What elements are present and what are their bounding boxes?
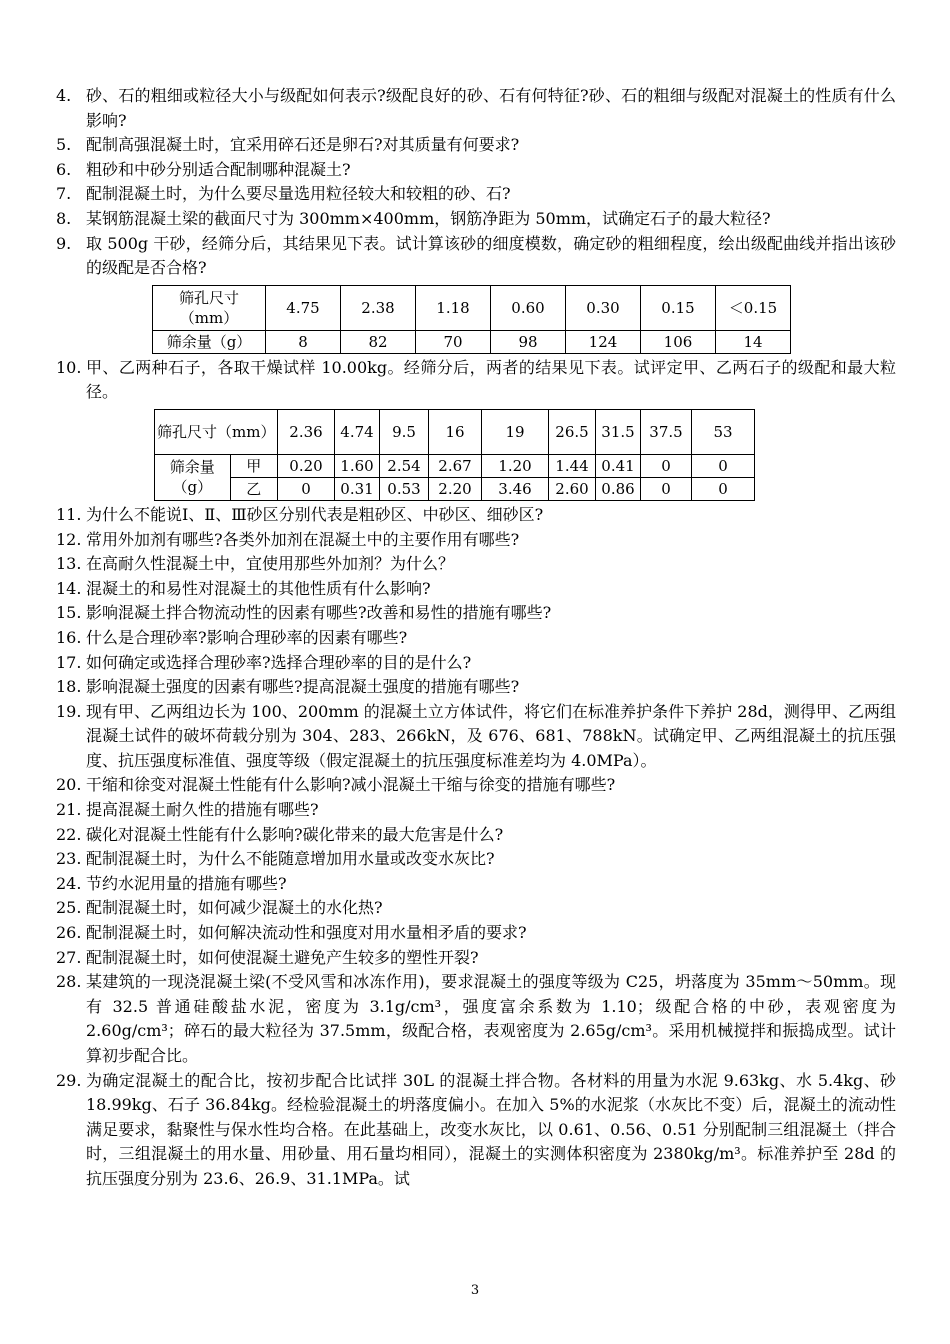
question-text: 配制混凝土时，如何减少混凝土的水化热? (86, 898, 383, 918)
table-cell: 1.20 (482, 454, 549, 477)
table-cell: 3.46 (482, 477, 549, 500)
question-text: 配制高强混凝土时，宜采用碎石还是卵石?对其质量有何要求? (86, 135, 520, 155)
question-23 (56, 847, 896, 872)
question-24 (56, 872, 896, 897)
question-text: 节约水泥用量的措施有哪些? (86, 873, 287, 893)
table-cell: 0.31 (335, 477, 380, 500)
question-number: 17. (56, 652, 82, 672)
table-cell: 1.18 (416, 285, 491, 330)
question-20 (56, 773, 896, 798)
table-cell: 0.15 (641, 285, 716, 330)
question-11 (56, 503, 896, 528)
question-number: 11. (56, 504, 82, 524)
question-number: 18. (56, 677, 82, 697)
question-16 (56, 626, 896, 651)
page-number: 3 (470, 1283, 480, 1298)
table-cell: 2.54 (380, 454, 429, 477)
question-12 (56, 528, 896, 553)
question-text: 砂、石的粗细或粒径大小与级配如何表示?级配良好的砂、石有何特征?砂、石的粗细与级配对混凝土的性质有什么影响? (86, 86, 896, 130)
table-cell: 2.20 (429, 477, 482, 500)
table-cell: 26.5 (549, 409, 596, 454)
question-number: 27. (56, 947, 82, 967)
question-7 (56, 182, 896, 207)
question-text: 提高混凝土耐久性的措施有哪些? (86, 800, 319, 820)
table-cell: 0.20 (278, 454, 335, 477)
table-row (155, 454, 755, 477)
question-number: 5. (56, 135, 72, 155)
table-row (153, 285, 791, 330)
table-cell: 4.74 (335, 409, 380, 454)
question-4 (56, 84, 896, 133)
table-cell: 2.60 (549, 477, 596, 500)
question-list (56, 84, 896, 1192)
question-22 (56, 823, 896, 848)
table-cell: 1.44 (549, 454, 596, 477)
question-text: 配制混凝土时，如何使混凝土避免产生较多的塑性开裂? (86, 947, 479, 967)
question-text: 混凝土的和易性对混凝土的其他性质有什么影响? (86, 578, 431, 598)
question-number: 21. (56, 800, 82, 820)
question-number: 14. (56, 578, 82, 598)
table-cell: 2.38 (341, 285, 416, 330)
table-cell: 0 (641, 477, 692, 500)
question-number: 23. (56, 849, 82, 869)
question-number: 26. (56, 923, 82, 943)
question-29 (56, 1069, 896, 1192)
table-cell: 0 (641, 454, 692, 477)
question-number: 8. (56, 208, 72, 228)
table-cell: 31.5 (596, 409, 641, 454)
table-cell: 106 (641, 330, 716, 353)
question-25 (56, 896, 896, 921)
question-text: 什么是合理砂率?影响合理砂率的因素有哪些? (86, 627, 408, 647)
table-cell: 0.60 (491, 285, 566, 330)
question-5 (56, 133, 896, 158)
question-text: 如何确定或选择合理砂率?选择合理砂率的目的是什么? (86, 652, 472, 672)
table-cell: 0.86 (596, 477, 641, 500)
question-text: 为确定混凝土的配合比，按初步配合比试拌 30L 的混凝土拌合物。各材料的用量为水泥 9.63kg、水 5.4kg、砂 18.99kg、石子 36.84kg。经检验混凝土的坍落度偏小。在加入 5%的水泥浆（水灰比不变）后，混凝土的流动性满足要求，黏聚性与保水性均合格。在此基础上，改变水灰比，以 0.61、0.56、0.51 分别配制三组混凝土（拌合时，三组混凝土的用水量、用砂量、用石量均相同），混凝土的实测体积密度为 2380kg/m³。标准养护至 28d 的抗压强度分别为 23.6、26.9、31.1MPa。试 (86, 1070, 896, 1188)
question-14 (56, 577, 896, 602)
question-17 (56, 651, 896, 676)
table-cell: 8 (266, 330, 341, 353)
question-6 (56, 158, 896, 183)
question-text: 碳化对混凝土性能有什么影响?碳化带来的最大危害是什么? (86, 824, 504, 844)
sieve-table-sand (152, 285, 791, 354)
question-10 (56, 356, 896, 405)
question-text: 甲、乙两种石子，各取干燥试样 10.00kg。经筛分后，两者的结果见下表。试评定甲、乙两石子的级配和最大粒径。 (86, 357, 896, 402)
question-number: 29. (56, 1070, 82, 1090)
table-cell: 16 (429, 409, 482, 454)
question-9 (56, 232, 896, 281)
question-number: 7. (56, 184, 72, 204)
table-row (155, 409, 755, 454)
table-header-cell: 筛孔尺寸（mm） (153, 285, 266, 330)
table-cell: 0 (692, 477, 755, 500)
table-header-cell: 乙 (230, 477, 277, 500)
table-cell: 98 (491, 330, 566, 353)
table-cell: 19 (482, 409, 549, 454)
question-number: 4. (56, 86, 72, 105)
table-cell: 0 (278, 477, 335, 500)
table-cell: 2.67 (429, 454, 482, 477)
question-13 (56, 552, 896, 577)
question-text: 某建筑的一现浇混凝土梁(不受风雪和冰冻作用)，要求混凝土的强度等级为 C25，坍落度为 35mm～50mm。现有 32.5 普通硅酸盐水泥，密度为 3.1g/cm³，强度富余系数为 1.10；级配合格的中砂，表观密度为 2.60g/cm³；碎石的最大粒径为 37.5mm，级配合格，表观密度为 2.65g/cm³。采用机械搅拌和振捣成型。试计算初步配合比。 (86, 972, 896, 1065)
question-text: 某钢筋混凝土梁的截面尺寸为 300mm×400mm，钢筋净距为 50mm，试确定石子的最大粒径? (86, 208, 771, 228)
table-header-cell: 筛余量（g） (153, 330, 266, 353)
question-number: 12. (56, 529, 82, 549)
table-cell: 0.53 (380, 477, 429, 500)
question-text: 为什么不能说Ⅰ、Ⅱ、Ⅲ砂区分别代表是粗砂区、中砂区、细砂区? (86, 504, 544, 524)
question-text: 现有甲、乙两组边长为 100、200mm 的混凝土立方体试件，将它们在标准养护条件下养护 28d，测得甲、乙两组混凝土试件的破坏荷载分别为 304、283、266kN，及 676、681、788kN。试确定甲、乙两组混凝土的抗压强度、抗压强度标准值、强度等级（假定混凝土的抗压强度标准差均为 4.0MPa）。 (86, 701, 896, 770)
question-number: 19. (56, 701, 82, 721)
question-26 (56, 921, 896, 946)
question-8 (56, 207, 896, 232)
question-15 (56, 601, 896, 626)
question-number: 20. (56, 775, 82, 795)
table-cell: 4.75 (266, 285, 341, 330)
table-row (153, 330, 791, 353)
question-text: 干缩和徐变对混凝土性能有什么影响?减小混凝土干缩与徐变的措施有哪些? (86, 775, 616, 795)
question-text: 常用外加剂有哪些?各类外加剂在混凝土中的主要作用有哪些? (86, 529, 520, 549)
question-number: 6. (56, 159, 72, 179)
question-number: 28. (56, 972, 82, 992)
table-cell: 53 (692, 409, 755, 454)
table-cell: 0.41 (596, 454, 641, 477)
question-number: 24. (56, 873, 82, 893)
question-21 (56, 798, 896, 823)
question-28 (56, 970, 896, 1068)
table-cell: 0 (692, 454, 755, 477)
table-cell: 70 (416, 330, 491, 353)
question-text: 配制混凝土时，为什么不能随意增加用水量或改变水灰比? (86, 849, 495, 869)
table-cell: 9.5 (380, 409, 429, 454)
table-cell: 1.60 (335, 454, 380, 477)
table-row (155, 477, 755, 500)
question-19 (56, 700, 896, 774)
table-cell: 0.30 (566, 285, 641, 330)
sieve-table-gravel (154, 409, 755, 501)
question-number: 16. (56, 627, 82, 647)
question-number: 22. (56, 824, 82, 844)
table-cell: 124 (566, 330, 641, 353)
question-18 (56, 675, 896, 700)
question-number: 15. (56, 603, 82, 623)
question-27 (56, 946, 896, 971)
question-number: 25. (56, 898, 82, 918)
question-text: 配制混凝土时，为什么要尽量选用粒径较大和较粗的砂、石? (86, 184, 511, 204)
question-text: 影响混凝土强度的因素有哪些?提高混凝土强度的措施有哪些? (86, 677, 520, 697)
table-cell: ＜0.15 (716, 285, 791, 330)
question-number: 13. (56, 554, 82, 574)
table-header-cell: 筛孔尺寸（mm） (155, 409, 278, 454)
question-text: 粗砂和中砂分别适合配制哪种混凝土? (86, 159, 351, 179)
question-number: 10. (56, 357, 82, 377)
table-cell: 14 (716, 330, 791, 353)
question-number: 9. (56, 233, 72, 253)
table-header-cell: 甲 (230, 454, 277, 477)
table-header-cell: 筛余量（g） (155, 454, 231, 500)
question-text: 取 500g 干砂，经筛分后，其结果见下表。试计算该砂的细度模数，确定砂的粗细程度，绘出级配曲线并指出该砂的级配是否合格? (86, 233, 896, 278)
table-cell: 2.36 (278, 409, 335, 454)
table-cell: 82 (341, 330, 416, 353)
question-text: 配制混凝土时，如何解决流动性和强度对用水量相矛盾的要求? (86, 923, 527, 943)
table-cell: 37.5 (641, 409, 692, 454)
question-text: 影响混凝土拌合物流动性的因素有哪些?改善和易性的措施有哪些? (86, 603, 552, 623)
question-text: 在高耐久性混凝土中，宜使用那些外加剂？为什么？ (86, 554, 455, 574)
